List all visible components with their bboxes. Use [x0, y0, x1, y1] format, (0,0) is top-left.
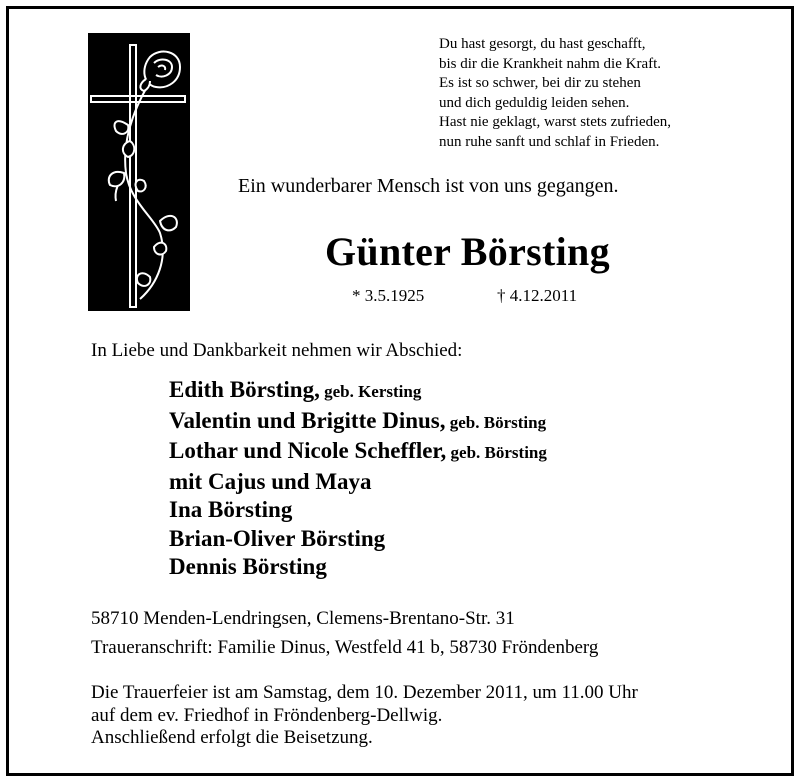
mourning-address: Traueranschrift: Familie Dinus, Westfeld 41 b, 58730 Fröndenberg [91, 637, 599, 658]
mourner-name: Brian-Oliver Börsting [169, 525, 386, 551]
birth-name: geb. Kersting [319, 382, 422, 401]
mourner-list [169, 376, 547, 582]
farewell-lead: In Liebe und Dankbarkeit nehmen wir Abschied: [91, 340, 463, 361]
service-line: Die Trauerfeier ist am Samstag, dem 10. Dezember 2011, um 11.00 Uhr [91, 682, 638, 703]
poem-line: bis dir die Krankheit nahm die Kraft. [439, 55, 662, 72]
poem-line: Es ist so schwer, bei dir zu stehen [439, 75, 641, 92]
birth-name: geb. Börsting [445, 412, 547, 432]
poem-line: nun ruhe sanft und schlaf in Frieden. [439, 133, 660, 150]
mourner-name: Valentin und Brigitte Dinus, [169, 407, 446, 433]
mourner-entry [169, 437, 547, 468]
cross-with-rose-icon [88, 33, 190, 311]
mourner-entry [169, 496, 547, 525]
service-line: Anschließend erfolgt die Beisetzung. [91, 727, 373, 748]
birth-date: * 3.5.1925 [352, 286, 425, 305]
poem [439, 35, 671, 153]
death-date: † 4.12.2011 [497, 286, 578, 305]
mourner-entry [169, 553, 547, 582]
poem-line: Hast nie geklagt, warst stets zufrieden, [439, 114, 672, 131]
birth-name: geb. Börsting [446, 443, 547, 462]
mourner-name: Dennis Börsting [169, 554, 327, 579]
mourner-entry [169, 376, 547, 407]
intro-text: Ein wunderbarer Mensch ist von uns gegangen. [238, 175, 619, 197]
mourner-name: mit Cajus und Maya [169, 468, 372, 494]
residence-address: 58710 Menden-Lendringsen, Clemens-Brentano-Str. 31 [91, 608, 515, 629]
poem-line: und dich geduldig leiden sehen. [439, 94, 630, 111]
service-info [91, 682, 638, 750]
deceased-name: Günter Börsting [325, 229, 610, 274]
mourner-entry [169, 468, 547, 497]
service-line: auf dem ev. Friedhof in Fröndenberg-Dellwig. [91, 704, 443, 726]
mourner-name: Ina Börsting [169, 497, 293, 522]
mourner-name: Edith Börsting, [169, 377, 320, 402]
mourner-entry [169, 525, 547, 554]
poem-line: Du hast gesorgt, du hast geschafft, [439, 36, 646, 52]
mourner-name: Lothar und Nicole Scheffler, [169, 438, 447, 463]
mourner-entry [169, 407, 547, 438]
